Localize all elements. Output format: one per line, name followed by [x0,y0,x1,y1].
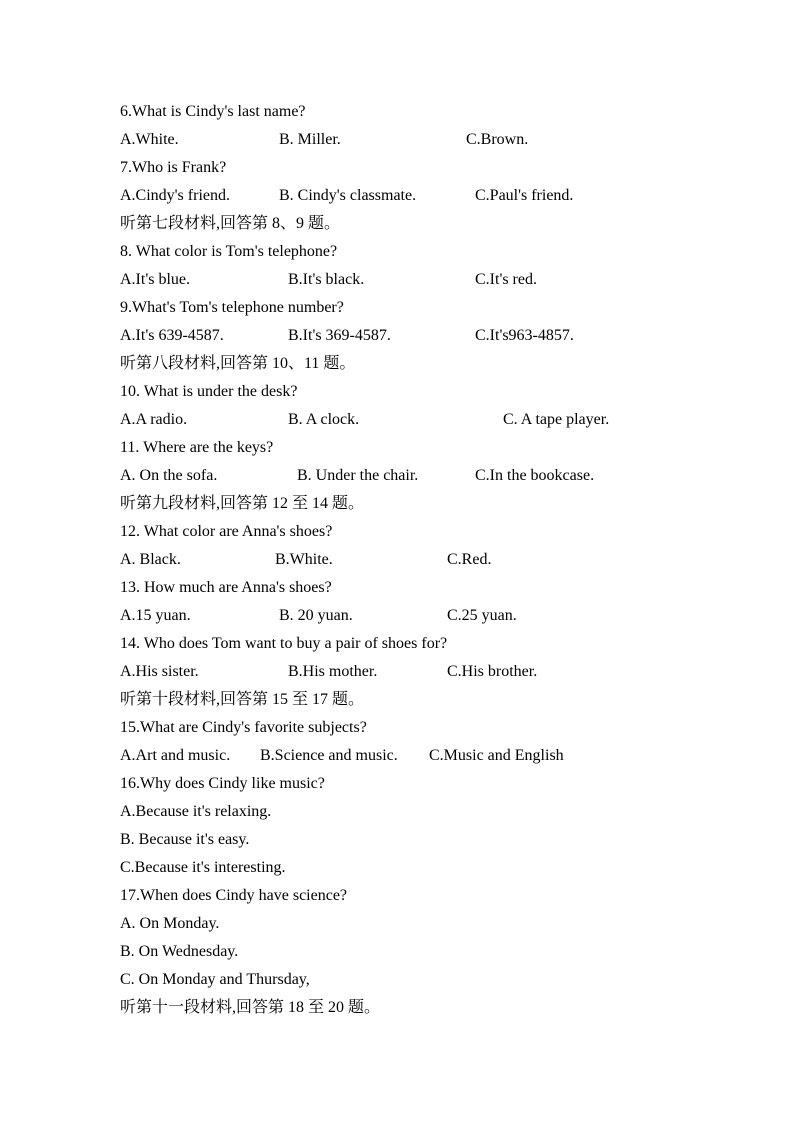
option-16-a [0,798,794,826]
option-text: B. On Wednesday. [120,943,239,960]
options-12 [0,546,794,574]
question-15 [0,714,794,742]
question-text: 16.Why does Cindy like music? [120,775,325,792]
option-c: C.It's red. [475,271,537,288]
option-b: B.His mother. [288,663,378,680]
section-instruction-11 [0,994,794,1022]
option-a: A.It's 639-4587. [120,327,224,344]
option-c: C.25 yuan. [447,607,517,624]
options-11 [0,462,794,490]
option-a: A.Cindy's friend. [120,187,230,204]
question-11 [0,434,794,462]
option-c: C.Music and English [429,747,564,764]
option-b: B. Cindy's classmate. [279,187,417,204]
options-13 [0,602,794,630]
option-a: A.His sister. [120,663,199,680]
options-10 [0,406,794,434]
options-8 [0,266,794,294]
option-b: B. Under the chair. [297,467,419,484]
option-16-c [0,854,794,882]
question-text: 14. Who does Tom want to buy a pair of shoes for? [120,635,448,652]
option-b: B. A clock. [288,411,360,428]
option-text: B. Because it's easy. [120,831,250,848]
options-9 [0,322,794,350]
option-a: A. On the sofa. [120,467,218,484]
instruction-text: 听第九段材料,回答第 12 至 14 题。 [120,495,365,512]
option-a: A.White. [120,131,179,148]
question-text: 15.What are Cindy's favorite subjects? [120,719,367,736]
question-16 [0,770,794,798]
option-b: B.It's 369-4587. [288,327,391,344]
question-12 [0,518,794,546]
option-c: C.His brother. [447,663,538,680]
question-text: 13. How much are Anna's shoes? [120,579,332,596]
question-8 [0,238,794,266]
question-7 [0,154,794,182]
option-a: A.15 yuan. [120,607,191,624]
question-text: 9.What's Tom's telephone number? [120,299,344,316]
options-7 [0,182,794,210]
question-text: 12. What color are Anna's shoes? [120,523,333,540]
options-14 [0,658,794,686]
option-c: C.Red. [447,551,492,568]
section-instruction-10 [0,686,794,714]
option-b: B.Science and music. [260,747,398,764]
instruction-text: 听第十一段材料,回答第 18 至 20 题。 [120,999,381,1016]
options-15 [0,742,794,770]
option-c: C.Brown. [466,131,529,148]
option-text: C. On Monday and Thursday, [120,971,310,988]
question-text: 7.Who is Frank? [120,159,227,176]
question-6 [0,98,794,126]
option-16-b [0,826,794,854]
section-instruction-7 [0,210,794,238]
question-text: 6.What is Cindy's last name? [120,103,306,120]
option-17-c [0,966,794,994]
instruction-text: 听第十段材料,回答第 15 至 17 题。 [120,691,365,708]
option-b: B. Miller. [279,131,341,148]
option-17-a [0,910,794,938]
option-a: A.Art and music. [120,747,231,764]
options-6 [0,126,794,154]
option-c: C.It's963-4857. [475,327,574,344]
question-text: 8. What color is Tom's telephone? [120,243,338,260]
question-13 [0,574,794,602]
option-a: A.It's blue. [120,271,190,288]
instruction-text: 听第八段材料,回答第 10、11 题。 [120,355,356,372]
question-9 [0,294,794,322]
question-text: 11. Where are the keys? [120,439,274,456]
question-17 [0,882,794,910]
option-b: B. 20 yuan. [279,607,353,624]
question-10 [0,378,794,406]
option-b: B.It's black. [288,271,365,288]
option-c: C. A tape player. [503,411,610,428]
option-text: A.Because it's relaxing. [120,803,272,820]
option-17-b [0,938,794,966]
question-text: 10. What is under the desk? [120,383,298,400]
question-14 [0,630,794,658]
option-a: A. Black. [120,551,181,568]
section-instruction-9 [0,490,794,518]
section-instruction-8 [0,350,794,378]
option-text: C.Because it's interesting. [120,859,286,876]
option-text: A. On Monday. [120,915,220,932]
instruction-text: 听第七段材料,回答第 8、9 题。 [120,215,341,232]
question-text: 17.When does Cindy have science? [120,887,348,904]
option-c: C.Paul's friend. [475,187,574,204]
option-a: A.A radio. [120,411,188,428]
option-c: C.In the bookcase. [475,467,595,484]
option-b: B.White. [275,551,333,568]
